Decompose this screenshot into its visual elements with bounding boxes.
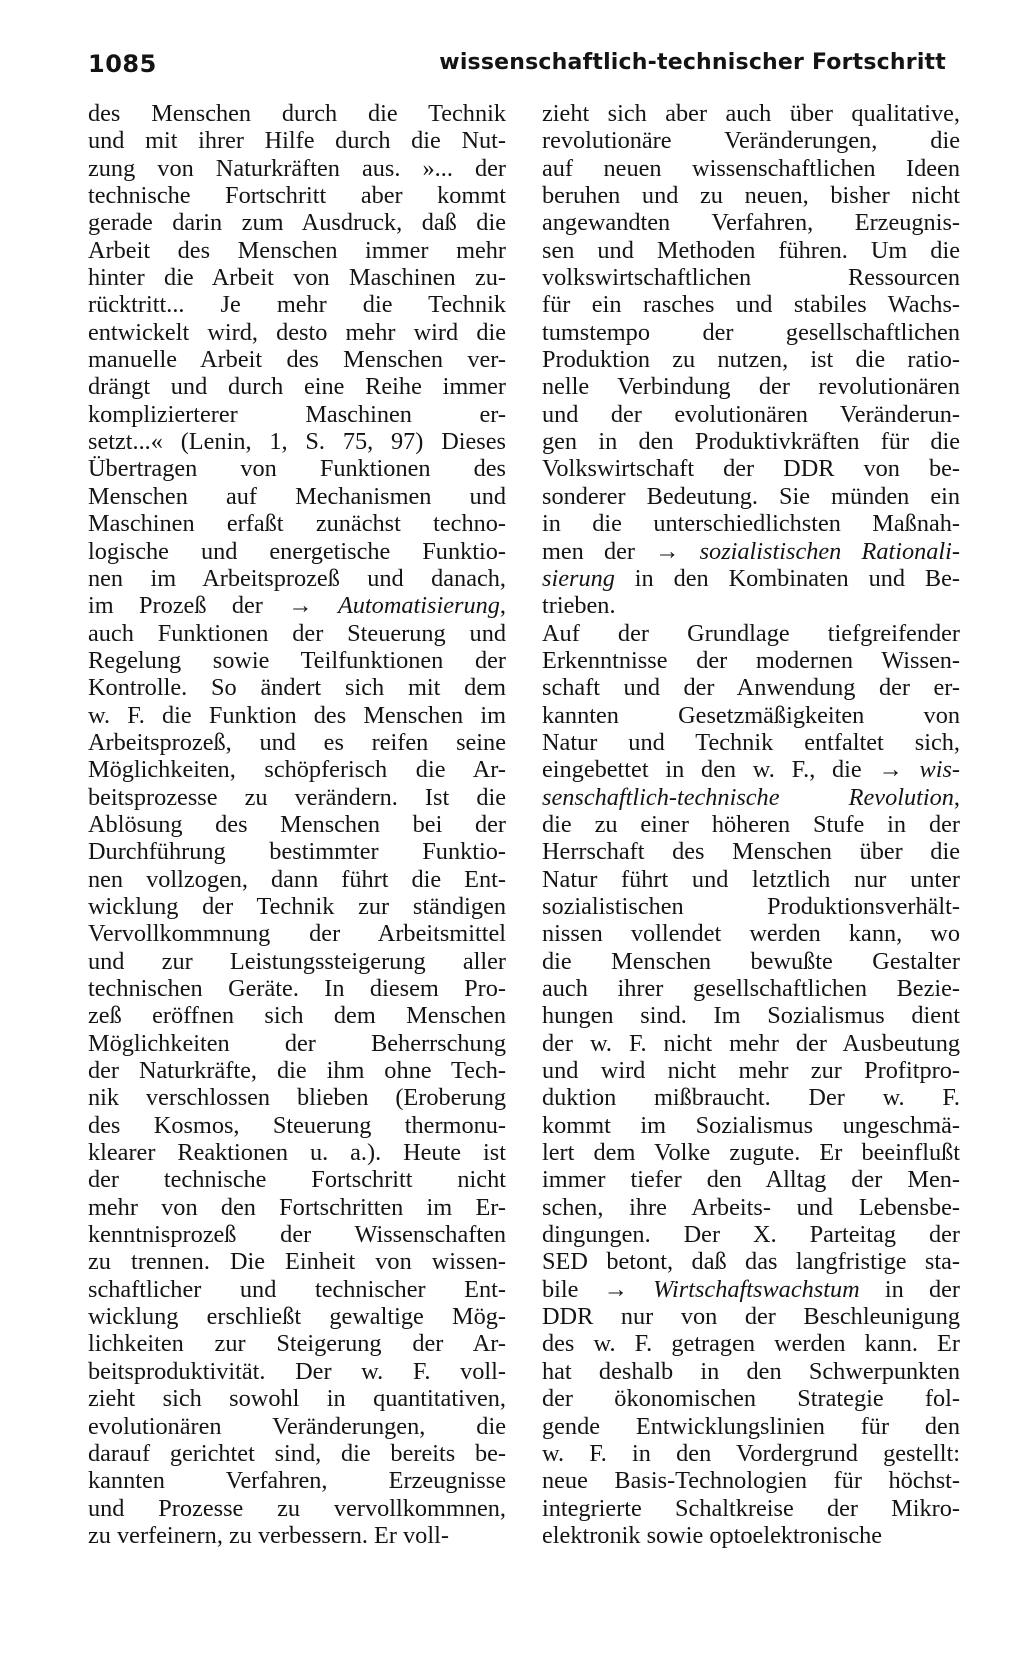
text-line: hat deshalb in den Schwerpunkten <box>542 1357 960 1385</box>
text-line: kenntnisprozeß der Wissenschaften <box>88 1221 506 1249</box>
text-line: setzt...« (Lenin, 1, S. 75, 97) Dieses <box>88 428 506 456</box>
text-line: wicklung der Technik zur ständigen <box>88 892 506 920</box>
text-line: wicklung erschließt gewaltige Mög- <box>88 1303 506 1331</box>
text-line: und wird nicht mehr zur Profitpro- <box>542 1057 960 1085</box>
text-line: Maschinen erfaßt zunächst techno- <box>88 510 506 538</box>
text-line: w. F. in den Vordergrund gestellt: <box>542 1439 960 1467</box>
text-line: Volkswirtschaft der DDR von be- <box>542 455 960 483</box>
text-line: im Prozeß der → Automatisierung, <box>88 592 506 620</box>
text-line: zieht sich sowohl in quantitativen, <box>88 1385 506 1413</box>
text-line: sierung in den Kombinaten und Be- <box>542 564 960 592</box>
text-line: Erkenntnisse der modernen Wissen- <box>542 646 960 674</box>
text-line: Natur und Technik entfaltet sich, <box>542 728 960 756</box>
text-line: senschaftlich-technische Revolution, <box>542 783 960 811</box>
text-line: auf neuen wissenschaftlichen Ideen <box>542 154 960 182</box>
page-header <box>88 50 946 86</box>
text-line: schaft und der Anwendung der er- <box>542 674 960 702</box>
text-line: lert dem Volke zugute. Er beeinflußt <box>542 1139 960 1167</box>
text-line: sozialistischen Produktionsverhält- <box>542 892 960 920</box>
text-line: und Prozesse zu vervollkommnen, <box>88 1494 506 1522</box>
text-line: Arbeitsprozeß, und es reifen seine <box>88 728 506 756</box>
text-line: angewandten Verfahren, Erzeugnis- <box>542 209 960 237</box>
text-line: der w. F. nicht mehr der Ausbeutung <box>542 1029 960 1057</box>
text-line: technischen Geräte. In diesem Pro- <box>88 975 506 1002</box>
text-line: gen in den Produktivkräften für die <box>542 428 960 456</box>
text-line: immer tiefer den Alltag der Men- <box>542 1166 960 1194</box>
text-line: DDR nur von der Beschleunigung <box>542 1303 960 1331</box>
text-line: gerade darin zum Ausdruck, daß die <box>88 209 506 237</box>
page-number: 1085 <box>88 50 157 78</box>
text-line: zieht sich aber auch über qualitative, <box>542 100 960 127</box>
text-line: logische und energetische Funktio- <box>88 537 506 565</box>
text-line: zu trennen. Die Einheit von wissen- <box>88 1248 506 1276</box>
text-line: die zu einer höheren Stufe in der <box>542 810 960 838</box>
text-line: evolutionären Veränderungen, die <box>88 1412 506 1440</box>
text-line: hungen sind. Im Sozialismus dient <box>542 1002 960 1030</box>
text-line: men der → sozialistischen Rationali- <box>542 537 961 565</box>
text-line: neue Basis-Technologien für höchst- <box>542 1467 960 1495</box>
text-line: beitsprozesse zu verändern. Ist die <box>88 783 506 811</box>
text-line: komplizierterer Maschinen er- <box>88 400 506 428</box>
text-line: des w. F. getragen werden kann. Er <box>542 1330 960 1358</box>
text-line: volkswirtschaftlichen Ressourcen <box>542 264 960 292</box>
text-line: mehr von den Fortschritten im Er- <box>88 1193 506 1221</box>
text-line: nen im Arbeitsprozeß und danach, <box>88 564 506 592</box>
text-line: und mit ihrer Hilfe durch die Nut- <box>88 127 506 155</box>
text-line: kannten Gesetzmäßigkeiten von <box>542 701 960 729</box>
text-line: Arbeit des Menschen immer mehr <box>88 236 506 264</box>
text-line: Übertragen von Funktionen des <box>88 455 506 483</box>
text-line: Auf der Grundlage tiefgreifender <box>542 619 960 647</box>
text-line: Durchführung bestimmter Funktio- <box>88 838 506 866</box>
text-line: nelle Verbindung der revolutionären <box>542 373 960 401</box>
text-line: und der evolutionären Veränderun- <box>542 400 960 428</box>
text-line: Produktion zu nutzen, ist die ratio- <box>542 346 960 374</box>
text-line: technische Fortschritt aber kommt <box>88 182 506 210</box>
text-line: Herrschaft des Menschen über die <box>542 838 960 866</box>
text-line: hinter die Arbeit von Maschinen zu- <box>88 264 506 292</box>
text-line: der technische Fortschritt nicht <box>88 1166 506 1194</box>
text-line: drängt und durch eine Reihe immer <box>88 373 506 401</box>
text-line: Natur führt und letztlich nur unter <box>542 865 960 893</box>
text-line: integrierte Schaltkreise der Mikro- <box>542 1494 960 1522</box>
text-line: und zur Leistungssteigerung aller <box>88 947 506 975</box>
text-line: nen vollzogen, dann führt die Ent- <box>88 865 506 893</box>
text-line: Vervollkommnung der Arbeitsmittel <box>88 920 506 948</box>
text-line: kommt im Sozialismus ungeschmä- <box>542 1111 960 1139</box>
text-line: revolutionäre Veränderungen, die <box>542 127 960 155</box>
text-line: entwickelt wird, desto mehr wird die <box>88 318 506 346</box>
text-line: eingebettet in den w. F., die → wis- <box>542 756 960 784</box>
text-line: trieben. <box>542 592 616 620</box>
text-line: Regelung sowie Teilfunktionen der <box>88 646 506 674</box>
text-line: Möglichkeiten der Beherrschung <box>88 1029 506 1057</box>
text-line: Ablösung des Menschen bei der <box>88 810 506 838</box>
text-line: zeß eröffnen sich dem Menschen <box>88 1002 506 1030</box>
text-line: zu verfeinern, zu verbessern. Er voll- <box>88 1521 449 1549</box>
text-line: klearer Reaktionen u. a.). Heute ist <box>88 1139 506 1167</box>
text-line: duktion mißbraucht. Der w. F. <box>542 1084 960 1112</box>
text-line: w. F. die Funktion des Menschen im <box>88 701 506 729</box>
text-line: elektronik sowie optoelektronische <box>542 1521 883 1549</box>
text-line: Möglichkeiten, schöpferisch die Ar- <box>88 756 506 784</box>
text-line: nik verschlossen blieben (Eroberung <box>88 1084 506 1112</box>
text-line: in die unterschiedlichsten Maßnah- <box>542 510 960 538</box>
text-column-right <box>542 100 960 1549</box>
text-line: lichkeiten zur Steigerung der Ar- <box>88 1330 506 1358</box>
text-line: bile → Wirtschaftswachstum in der <box>542 1275 960 1303</box>
text-line: schaftlicher und technischer Ent- <box>88 1275 506 1303</box>
text-line: manuelle Arbeit des Menschen ver- <box>88 346 506 374</box>
running-head: wissenschaftlich-technischer Fortschritt <box>439 50 946 75</box>
text-line: die Menschen bewußte Gestalter <box>542 947 960 975</box>
text-line: der Naturkräfte, die ihm ohne Tech- <box>88 1057 506 1085</box>
text-line: des Kosmos, Steuerung thermonu- <box>88 1111 506 1139</box>
text-line: auch Funktionen der Steuerung und <box>88 619 506 647</box>
text-line: sen und Methoden führen. Um die <box>542 236 960 264</box>
text-line: schen, ihre Arbeits- und Lebensbe- <box>542 1193 960 1221</box>
text-line: Kontrolle. So ändert sich mit dem <box>88 674 506 702</box>
text-line: nissen vollendet werden kann, wo <box>542 920 960 948</box>
text-line: auch ihrer gesellschaftlichen Bezie- <box>542 975 960 1002</box>
text-line: rücktritt... Je mehr die Technik <box>88 291 506 319</box>
text-line: Menschen auf Mechanismen und <box>88 482 506 510</box>
text-line: tumstempo der gesellschaftlichen <box>542 318 960 346</box>
text-line: darauf gerichtet sind, die bereits be- <box>88 1439 506 1467</box>
text-line: kannten Verfahren, Erzeugnisse <box>88 1467 506 1495</box>
text-line: sonderer Bedeutung. Sie münden ein <box>542 482 960 510</box>
text-line: beruhen und zu neuen, bisher nicht <box>542 182 960 210</box>
text-line: zung von Naturkräften aus. »... der <box>88 154 506 182</box>
text-line: beitsproduktivität. Der w. F. voll- <box>88 1357 506 1385</box>
text-line: gende Entwicklungslinien für den <box>542 1412 960 1440</box>
text-line: SED betont, daß das langfristige sta- <box>542 1248 960 1276</box>
text-line: dingungen. Der X. Parteitag der <box>542 1221 960 1249</box>
text-line: des Menschen durch die Technik <box>88 100 506 127</box>
text-line: für ein rasches und stabiles Wachs- <box>542 291 960 319</box>
text-line: der ökonomischen Strategie fol- <box>542 1385 960 1413</box>
text-column-left <box>88 100 506 1549</box>
